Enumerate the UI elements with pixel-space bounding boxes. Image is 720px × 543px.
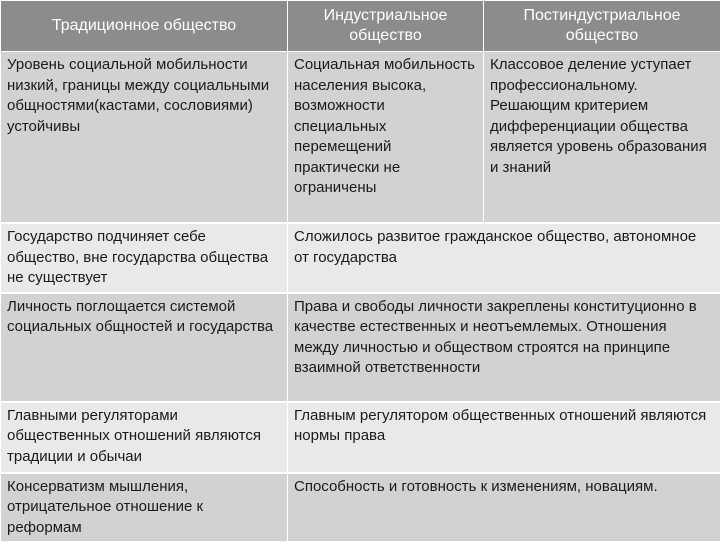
table-row: [1, 223, 720, 293]
table-row: [1, 473, 720, 543]
table-row: [1, 293, 720, 402]
cell-modern-merged: Права и свободы личности закреплены конституционно в качестве естественных и неотъемлемых. Отношения между личностью и обществом строятся на принципе взаимной ответственности: [288, 293, 720, 402]
cell-modern-merged: Главным регулятором общественных отношений являются нормы права: [288, 402, 720, 473]
cell-traditional: Уровень социальной мобильности низкий, границы между социальными общностями(кастами, сословиями) устойчивы: [1, 52, 288, 224]
cell-industrial: Социальная мобильность населения высока, возможности специальных перемещений практически не ограничены: [288, 52, 484, 224]
header-industrial: Индустриальное общество: [288, 1, 484, 52]
cell-traditional: Личность поглощается системой социальных общностей и государства: [1, 293, 288, 402]
cell-traditional: Консерватизм мышления, отрицательное отношение к реформам: [1, 473, 288, 543]
cell-modern-merged: Сложилось развитое гражданское общество, автономное от государства: [288, 223, 720, 293]
cell-traditional: Главными регуляторами общественных отношений являются традиции и обычаи: [1, 402, 288, 473]
table-row: [1, 402, 720, 473]
header-traditional: Традиционное общество: [1, 1, 288, 52]
cell-postindustrial: Классовое деление уступает профессиональному. Решающим критерием дифференциации общества является уровень образования и знаний: [484, 52, 720, 224]
table-row: [1, 52, 720, 224]
header-postindustrial: Постиндустриальное общество: [484, 1, 720, 52]
cell-modern-merged: Способность и готовность к изменениям, новациям.: [288, 473, 720, 543]
header-row: [1, 1, 720, 52]
cell-traditional: Государство подчиняет себе общество, вне государства общества не существует: [1, 223, 288, 293]
